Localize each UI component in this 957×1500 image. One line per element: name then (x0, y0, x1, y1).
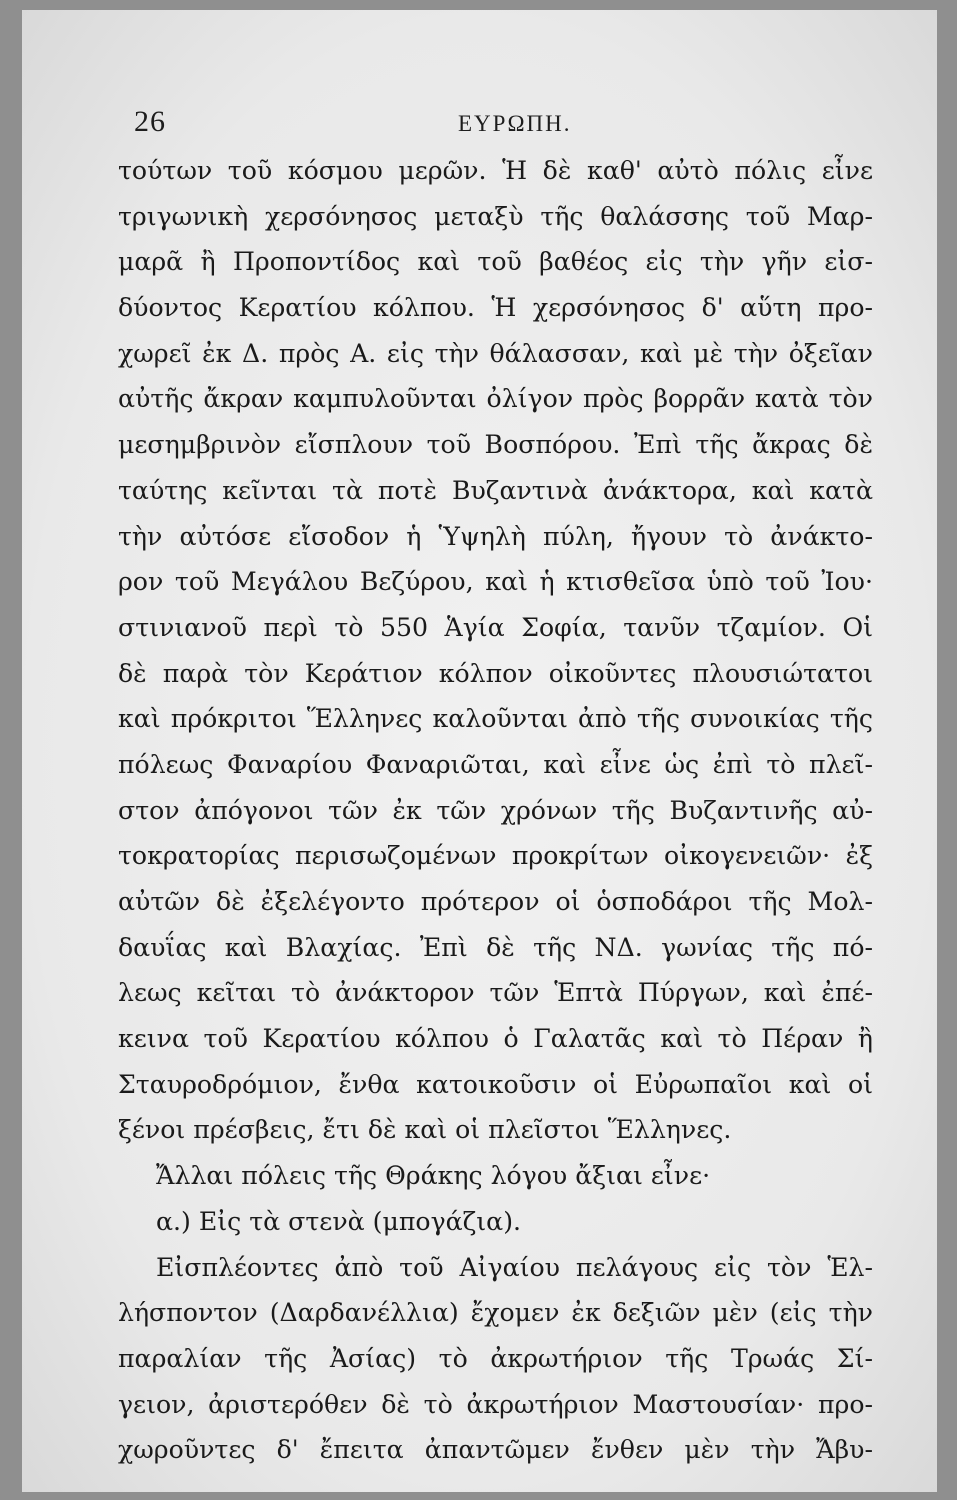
running-head: ΕΥΡΩΠΗ. (458, 111, 572, 136)
text-line: γειον, ἀριστερόθεν δὲ τὸ ἀκρωτήριον Μαστουσίαν· προ- (118, 1389, 873, 1419)
text-line: κεινα τοῦ Κερατίου κόλπου ὁ Γαλατᾶς καὶ τὸ Πέραν ἢ (118, 1024, 873, 1054)
text-line: δὲ παρὰ τὸν Κεράτιον κόλπον οἰκοῦντες πλουσιώτατοι (118, 658, 873, 688)
text-line: χωροῦντες δ' ἔπειτα ἀπαντῶμεν ἔνθεν μὲν τὴν Ἄβυ- (118, 1435, 873, 1465)
text-line: α.) Εἰς τὰ στενὰ (μπογάζια). (156, 1206, 522, 1236)
body-text (118, 148, 873, 1473)
text-line: τὴν αὐτόσε εἴσοδον ἡ Ὑψηλὴ πύλη, ἤγουν τὸ ἀνάκτο- (118, 521, 873, 551)
text-line: τοκρατορίας περισωζομένων προκρίτων οἰκογενειῶν· ἐξ (118, 841, 873, 871)
text-line: ρον τοῦ Μεγάλου Βεζύρου, καὶ ἡ κτισθεῖσα ὑπὸ τοῦ Ἰου· (118, 567, 873, 597)
text-line: μεσημβρινὸν εἴσπλουν τοῦ Βοσπόρου. Ἐπὶ τῆς ἄκρας δὲ (118, 430, 873, 460)
text-line: λήσποντον (Δαρδανέλλια) ἔχομεν ἐκ δεξιῶν μὲν (εἰς τὴν (118, 1298, 873, 1328)
text-line: αὐτῆς ἄκραν καμπυλοῦνται ὀλίγον πρὸς βορρᾶν κατὰ τὸν (118, 384, 873, 414)
text-line: τριγωνικὴ χερσόνησος μεταξὺ τῆς θαλάσσης τοῦ Μαρ- (118, 201, 873, 231)
text-line: καὶ πρόκριτοι Ἕλληνες καλοῦνται ἀπὸ τῆς συνοικίας τῆς (118, 704, 873, 734)
text-line: Σταυροδρόμιον, ἔνθα κατοικοῦσιν οἱ Εὐρωπαῖοι καὶ οἱ (118, 1069, 873, 1099)
text-line: πόλεως Φαναρίου Φαναριῶται, καὶ εἶνε ὡς ἐπὶ τὸ πλεῖ- (118, 749, 873, 779)
text-line: λεως κεῖται τὸ ἀνάκτορον τῶν Ἑπτὰ Πύργων, καὶ ἐπέ- (118, 978, 873, 1008)
text-line: τούτων τοῦ κόσμου μερῶν. Ἡ δὲ καθ' αὐτὸ πόλις εἶνε (118, 156, 873, 185)
text-line: στον ἀπόγονοι τῶν ἐκ τῶν χρόνων τῆς Βυζαντινῆς αὐ- (118, 795, 873, 825)
text-line: Ἄλλαι πόλεις τῆς Θράκης λόγου ἄξιαι εἶνε· (156, 1161, 711, 1191)
text-line: χωρεῖ ἐκ Δ. πρὸς Α. εἰς τὴν θάλασσαν, καὶ μὲ τὴν ὀξεῖαν (118, 338, 873, 368)
text-line: Εἰσπλέοντες ἀπὸ τοῦ Αἰγαίου πελάγους εἰς τὸν Ἑλ- (156, 1252, 873, 1282)
text-line: δαυΐας καὶ Βλαχίας. Ἐπὶ δὲ τῆς ΝΔ. γωνίας τῆς πό- (118, 932, 873, 962)
page-number: 26 (134, 105, 166, 138)
text-line: ταύτης κεῖνται τὰ ποτὲ Βυζαντινὰ ἀνάκτορα, καὶ κατὰ (118, 475, 873, 505)
text-line: παραλίαν τῆς Ἀσίας) τὸ ἀκρωτήριον τῆς Τρωάς Σί- (118, 1343, 873, 1373)
book-page (22, 10, 937, 1492)
text-line: μαρᾶ ἢ Προποντίδος καὶ τοῦ βαθέος εἰς τὴν γῆν εἰσ- (118, 247, 873, 277)
text-line: στινιανοῦ περὶ τὸ 550 Ἁγία Σοφία, τανῦν τζαμίον. Οἱ (118, 612, 873, 642)
page-header (22, 105, 937, 145)
text-line: ξένοι πρέσβεις, ἔτι δὲ καὶ οἱ πλεῖστοι Ἕλληνες. (118, 1115, 732, 1145)
text-line: αὐτῶν δὲ ἐξελέγοντο πρότερον οἱ ὁσποδάροι τῆς Μολ- (118, 887, 873, 916)
text-line: δύοντος Κερατίου κόλπου. Ἡ χερσόνησος δ' αὕτη προ- (118, 293, 873, 323)
